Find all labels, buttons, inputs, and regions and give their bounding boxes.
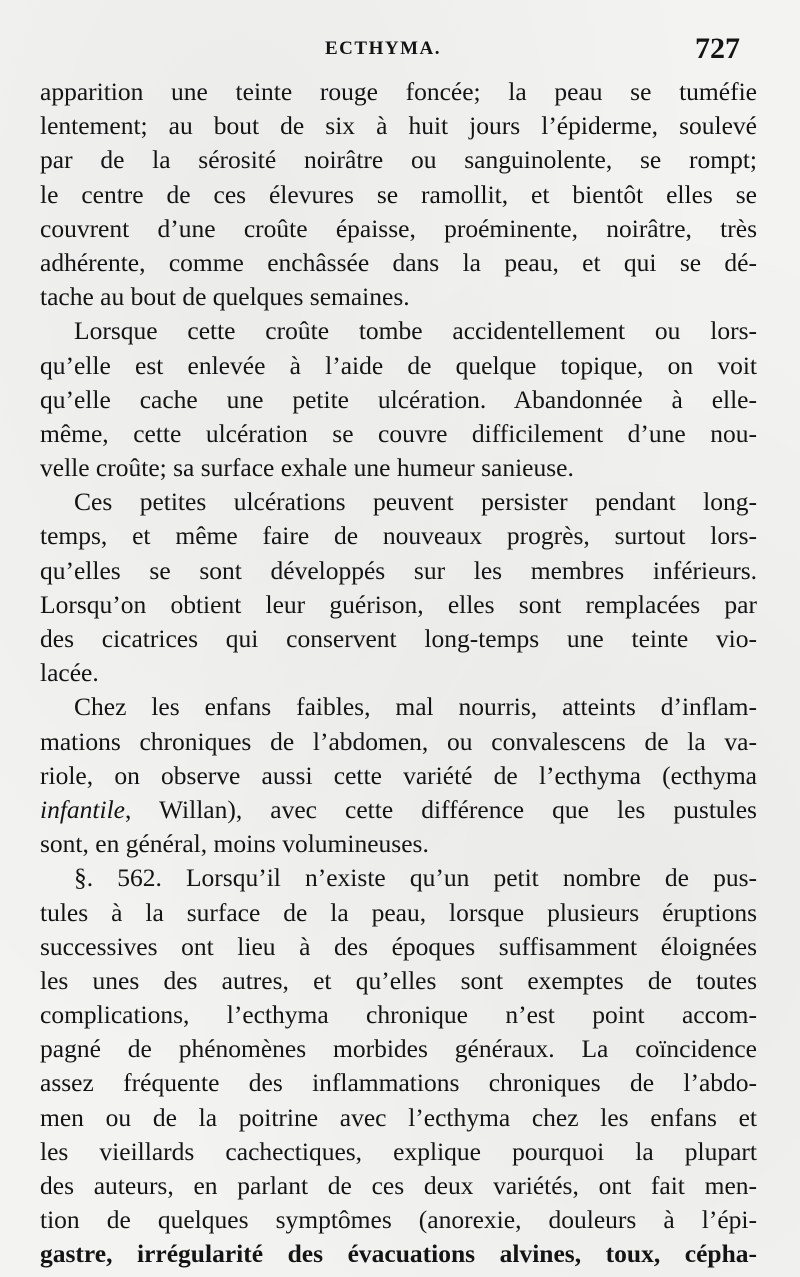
text-line: sont, en général, moins volumineuses.: [40, 829, 429, 859]
text-line: assez fréquente des inflammations chroniques de l’abdo-: [40, 1068, 757, 1098]
body-text: [40, 75, 757, 1272]
text-line: qu’elle est enlevée à l’aide de quelque topique, on voit: [40, 350, 757, 380]
text-line: pagné de phénomènes morbides généraux. La coïncidence: [40, 1034, 757, 1064]
text-line: qu’elles se sont développés sur les membres inférieurs.: [40, 555, 757, 585]
text-line: tion de quelques symptômes (anorexie, douleurs à l’épi-: [40, 1205, 757, 1235]
running-title: ECTHYMA.: [325, 38, 441, 59]
text-line: mations chroniques de l’abdomen, ou convalescens de la va-: [40, 726, 757, 756]
italic-term: infantile: [40, 794, 125, 824]
text-line: lacée.: [40, 658, 99, 688]
text-line: par de la sérosité noirâtre ou sanguinolente, se rompt;: [40, 145, 757, 175]
text-line: men ou de la poitrine avec l’ecthyma chez les enfans et: [40, 1102, 757, 1132]
text-line: complications, l’ecthyma chronique n’est point accom-: [40, 1000, 757, 1030]
text-line: Chez les enfans faibles, mal nourris, atteints d’inflam-: [74, 692, 757, 722]
text-line: tules à la surface de la peau, lorsque plusieurs éruptions: [40, 897, 757, 927]
text-line: les unes des autres, et qu’elles sont exemptes de toutes: [40, 965, 757, 995]
text-line: qu’elle cache une petite ulcération. Abandonnée à elle-: [40, 384, 757, 414]
text-line: des cicatrices qui conservent long-temps une teinte vio-: [40, 624, 757, 653]
text-line: tache au bout de quelques semaines.: [40, 282, 410, 312]
text-line: adhérente, comme enchâssée dans la peau, et qui se dé-: [40, 247, 757, 277]
text-line: velle croûte; sa surface exhale une humeur sanieuse.: [40, 453, 574, 483]
text-line: couvrent d’une croûte épaisse, proéminente, noirâtre, très: [40, 213, 757, 243]
text-line: successives ont lieu à des époques suffisamment éloignées: [40, 931, 757, 961]
text-line: Lorsque cette croûte tombe accidentellement ou lors-: [74, 316, 757, 346]
text-line: les vieillards cachectiques, explique pourquoi la plupart: [40, 1136, 757, 1166]
text-line: gastre, irrégularité des évacuations alvines, toux, cépha-: [40, 1239, 757, 1269]
page-number: 727: [695, 32, 740, 65]
text-line: le centre de ces élevures se ramollit, et bientôt elles se: [40, 179, 757, 209]
text-line: infantile, Willan), avec cette différence que les pustules: [40, 794, 757, 824]
text-line: Ces petites ulcérations peuvent persister pendant long-: [74, 487, 757, 517]
text-line: temps, et même faire de nouveaux progrès, surtout lors-: [40, 521, 757, 551]
text-line: §. 562. Lorsqu’il n’existe qu’un petit nombre de pus-: [74, 863, 757, 893]
text-line: même, cette ulcération se couvre difficilement d’une nou-: [40, 418, 757, 448]
text-line: Lorsqu’on obtient leur guérison, elles sont remplacées par: [40, 589, 757, 619]
text-line: riole, on observe aussi cette variété de l’ecthyma (ecthyma: [40, 760, 757, 790]
text-line: apparition une teinte rouge foncée; la peau se tuméfie: [40, 77, 757, 106]
text-line: des auteurs, en parlant de ces deux variétés, ont fait men-: [40, 1171, 757, 1200]
page-header: [40, 32, 740, 72]
text-line: lentement; au bout de six à huit jours l’épiderme, soulevé: [40, 111, 757, 141]
